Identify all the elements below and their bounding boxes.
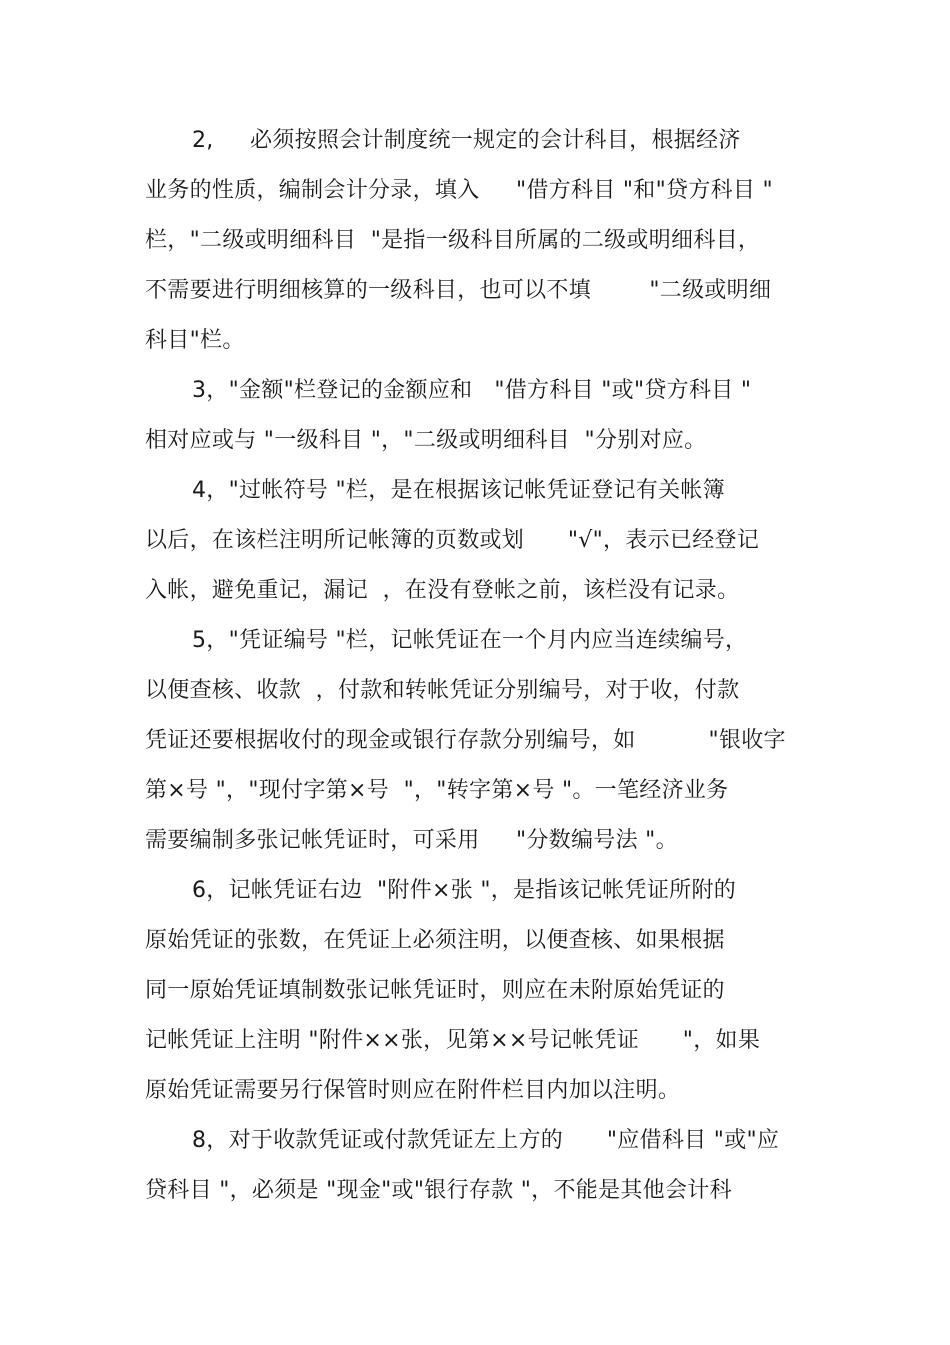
text-line: 3，"金额"栏登记的金额应和 "借方科目 "或"贷方科目 " bbox=[192, 378, 752, 403]
text-line: 2, 必须按照会计制度统一规定的会计科目，根据经济 bbox=[192, 128, 741, 153]
text-line: 同一原始凭证填制数张记帐凭证时，则应在未附原始凭证的 bbox=[145, 978, 725, 1003]
text-line: 相对应或与 "一级科目 "，"二级或明细科目 "分别对应。 bbox=[145, 428, 707, 453]
text-line: 科目"栏。 bbox=[145, 328, 245, 353]
text-line: 原始凭证的张数，在凭证上必须注明，以便查核、如果根据 bbox=[145, 928, 725, 953]
text-line: 记帐凭证上注明 "附件××张，见第××号记帐凭证 "，如果 bbox=[145, 1028, 761, 1053]
text-line: 入帐，避免重记，漏记 ，在没有登帐之前，该栏没有记录。 bbox=[145, 578, 740, 603]
text-line: 业务的性质，编制会计分录，填入 "借方科目 "和"贷方科目 " bbox=[145, 178, 773, 203]
text-line: 以后，在该栏注明所记帐簿的页数或划 "√"，表示已经登记 bbox=[145, 528, 760, 553]
text-line: 8，对于收款凭证或付款凭证左上方的 "应借科目 "或"应 bbox=[192, 1128, 780, 1153]
text-line: 贷科目 "，必须是 "现金"或"银行存款 "，不能是其他会计科 bbox=[145, 1178, 732, 1203]
text-line: 第×号 "，"现付字第×号 "，"转字第×号 "。一笔经济业务 bbox=[145, 778, 729, 803]
text-line: 以便查核、收款 ，付款和转帐凭证分别编号，对于收，付款 bbox=[145, 678, 740, 703]
text-line: 栏，"二级或明细科目 "是指一级科目所属的二级或明细科目， bbox=[145, 228, 761, 253]
text-line: 5，"凭证编号 "栏，记帐凭证在一个月内应当连续编号， bbox=[192, 628, 748, 653]
text-line: 6，记帐凭证右边 "附件×张 "，是指该记帐凭证所附的 bbox=[192, 878, 737, 903]
text-line: 需要编制多张记帐凭证时，可采用 "分数编号法 "。 bbox=[145, 828, 678, 853]
text-line: 4，"过帐符号 "栏，是在根据该记帐凭证登记有关帐簿 bbox=[192, 478, 726, 503]
text-line: 原始凭证需要另行保管时则应在附件栏目内加以注明。 bbox=[145, 1078, 681, 1103]
text-line: 凭证还要根据收付的现金或银行存款分别编号，如 "银收字 bbox=[145, 728, 786, 753]
text-line: 不需要进行明细核算的一级科目，也可以不填 "二级或明细 bbox=[145, 278, 772, 303]
